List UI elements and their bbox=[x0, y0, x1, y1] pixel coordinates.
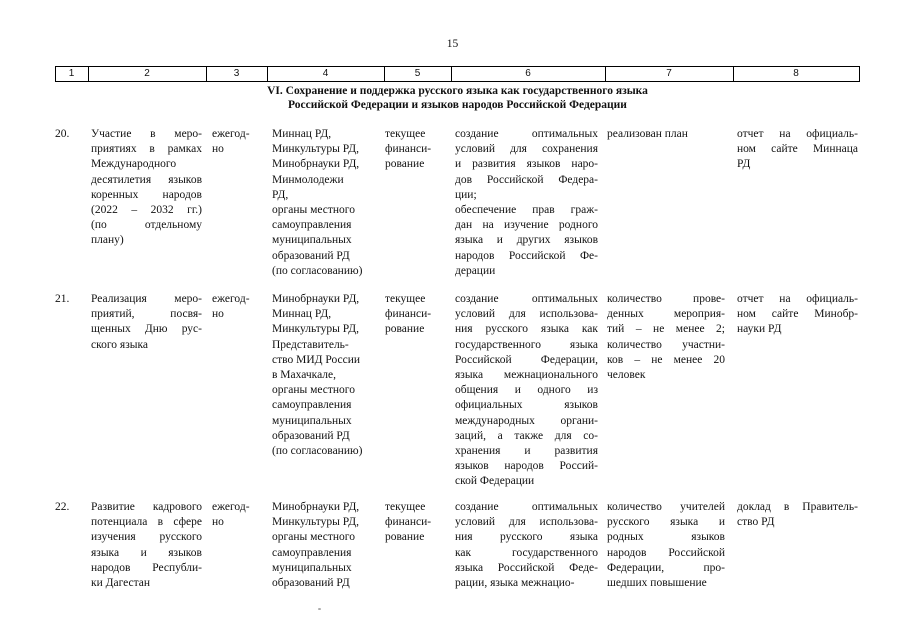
cell-line: Российской Федерации, bbox=[455, 353, 598, 366]
cell-line: тий – не менее 2; bbox=[607, 323, 725, 336]
cell-line: и развития языков наро- bbox=[455, 158, 598, 171]
cell-line: финанси- bbox=[385, 516, 432, 529]
cell-line: дов Российской Федера- bbox=[455, 173, 598, 186]
financing-cell bbox=[385, 127, 443, 173]
cell-line: заций, а также для со- bbox=[455, 429, 598, 442]
column-number: 2 bbox=[144, 68, 150, 79]
cell-line: языка и других языков bbox=[455, 234, 598, 247]
cell-line: органы местного bbox=[272, 531, 355, 544]
cell-line: языка межнационального bbox=[455, 369, 598, 382]
cell-line: Представитель- bbox=[272, 338, 349, 351]
goal-cell bbox=[455, 500, 598, 591]
cell-line: Миннац РД, bbox=[272, 128, 332, 140]
cell-line: ство РД bbox=[737, 516, 775, 529]
cell-line: отчет на официаль- bbox=[737, 293, 858, 305]
indicator-cell bbox=[607, 127, 725, 142]
cell-line: русского языка и bbox=[607, 516, 725, 529]
cell-line: Минкультуры РД, bbox=[272, 516, 359, 529]
cell-line: количество участни- bbox=[607, 338, 725, 351]
cell-line: приятий, посвя- bbox=[91, 308, 202, 321]
cell-line: языка Российской Феде- bbox=[455, 561, 598, 574]
cell-line: в Махачкале, bbox=[272, 369, 336, 382]
column-number: 7 bbox=[666, 68, 672, 79]
cell-line: муниципальных bbox=[272, 561, 352, 574]
cell-line: Минкультуры РД, bbox=[272, 323, 359, 336]
cell-line: текущее bbox=[385, 293, 426, 305]
executors-cell bbox=[272, 292, 380, 459]
cell-line: коренных народов bbox=[91, 188, 202, 201]
report-cell bbox=[737, 500, 858, 530]
cell-line: текущее bbox=[385, 128, 426, 140]
cell-line: человек bbox=[607, 369, 646, 382]
report-cell bbox=[737, 127, 858, 173]
cell-line: Международного bbox=[91, 158, 177, 171]
cell-line: ния русского языка bbox=[455, 531, 598, 544]
period-cell bbox=[212, 292, 260, 322]
cell-line: шедших повышение bbox=[607, 577, 707, 590]
cell-line: ния русского языка как bbox=[455, 323, 598, 336]
cell-line: финанси- bbox=[385, 308, 432, 321]
cell-line: дан на изучение родного bbox=[455, 219, 598, 232]
column-number: 3 bbox=[233, 68, 240, 79]
cell-line: ежегод- bbox=[212, 501, 250, 513]
cell-line: органы местного bbox=[272, 204, 355, 217]
event-name-cell bbox=[91, 292, 202, 353]
cell-line: государственного языка bbox=[455, 338, 598, 351]
cell-line: реализован план bbox=[607, 128, 688, 140]
cell-line: языка и языков bbox=[91, 546, 202, 559]
cell-line: денных мероприя- bbox=[607, 308, 725, 321]
cell-line: количество прове- bbox=[607, 293, 725, 305]
column-divider bbox=[859, 67, 860, 81]
section-title-line: Российской Федерации и языков народов Российской Федерации bbox=[288, 99, 627, 111]
cell-line: текущее bbox=[385, 501, 426, 513]
cell-line: 21. bbox=[55, 293, 70, 305]
cell-line: органы местного bbox=[272, 384, 355, 397]
cell-line: ки Дагестан bbox=[91, 577, 151, 590]
scan-speck bbox=[318, 608, 321, 610]
cell-line: ном сайте Минобр- bbox=[737, 308, 858, 321]
cell-line: образований РД bbox=[272, 577, 350, 590]
cell-line: РД, bbox=[272, 188, 289, 201]
cell-line: щенных Дню рус- bbox=[91, 323, 202, 336]
cell-line: создание оптимальных bbox=[455, 293, 598, 305]
row-number bbox=[55, 127, 73, 142]
cell-line: отчет на официаль- bbox=[737, 128, 858, 140]
cell-line: муниципальных bbox=[272, 234, 352, 247]
cell-line: народов Российской Фе- bbox=[455, 249, 598, 262]
column-number: 6 bbox=[525, 68, 531, 79]
cell-line: языков народов Россий- bbox=[455, 460, 598, 473]
cell-line: создание оптимальных bbox=[455, 128, 598, 140]
cell-line: количество учителей bbox=[607, 501, 725, 513]
cell-line: но bbox=[212, 308, 224, 321]
cell-line: создание оптимальных bbox=[455, 501, 598, 513]
cell-line: самоуправления bbox=[272, 399, 352, 412]
cell-line: Минобрнауки РД, bbox=[272, 293, 360, 305]
cell-line: условий для использова- bbox=[455, 516, 598, 529]
cell-line: 20. bbox=[55, 128, 70, 140]
report-cell bbox=[737, 292, 858, 338]
cell-line: Реализация меро- bbox=[91, 293, 202, 305]
cell-line: самоуправления bbox=[272, 219, 352, 232]
cell-line: десятилетия языков bbox=[91, 173, 202, 186]
page-number: 15 bbox=[446, 38, 459, 50]
financing-cell bbox=[385, 500, 443, 546]
cell-line: финанси- bbox=[385, 143, 432, 156]
row-number bbox=[55, 500, 73, 515]
event-name-cell bbox=[91, 500, 202, 591]
cell-line: народов Российской bbox=[607, 546, 725, 559]
executors-cell bbox=[272, 127, 380, 279]
indicator-cell bbox=[607, 292, 725, 383]
cell-line: родных языков bbox=[607, 531, 725, 544]
cell-line: обеспечение прав граж- bbox=[455, 204, 598, 217]
column-number: 4 bbox=[322, 68, 329, 79]
period-cell bbox=[212, 500, 260, 530]
cell-line: рации, языка межнацио- bbox=[455, 577, 575, 590]
cell-line: общения и одного из bbox=[455, 384, 598, 397]
period-cell bbox=[212, 127, 260, 157]
cell-line: Минобрнауки РД, bbox=[272, 501, 360, 513]
column-number: 1 bbox=[68, 68, 75, 79]
goal-cell bbox=[455, 127, 598, 279]
cell-line: рование bbox=[385, 323, 425, 336]
cell-line: РД bbox=[737, 158, 751, 171]
goal-cell bbox=[455, 292, 598, 490]
cell-line: муниципальных bbox=[272, 414, 352, 427]
cell-line: (по согласованию) bbox=[272, 264, 363, 277]
cell-line: 22. bbox=[55, 501, 70, 513]
section-title-line: VI. Сохранение и поддержка русского языка как государственного языка bbox=[267, 85, 648, 97]
cell-line: условий для использова- bbox=[455, 308, 598, 321]
cell-line: Минобрнауки РД, bbox=[272, 158, 360, 171]
cell-line: Минмолодежи bbox=[272, 173, 344, 186]
executors-cell bbox=[272, 500, 380, 591]
section-title bbox=[55, 84, 860, 112]
cell-line: но bbox=[212, 143, 224, 156]
cell-line: Участие в меро- bbox=[91, 128, 202, 140]
indicator-cell bbox=[607, 500, 725, 591]
cell-line: Федерации, про- bbox=[607, 561, 725, 574]
cell-line: рование bbox=[385, 158, 425, 171]
cell-line: народов Республи- bbox=[91, 561, 202, 574]
cell-line: ского языка bbox=[91, 338, 148, 351]
cell-line: Минкультуры РД, bbox=[272, 143, 359, 156]
row-number bbox=[55, 292, 73, 307]
cell-line: Миннац РД, bbox=[272, 308, 332, 321]
cell-line: но bbox=[212, 516, 224, 529]
cell-line: ции; bbox=[455, 188, 477, 201]
financing-cell bbox=[385, 292, 443, 338]
cell-line: ежегод- bbox=[212, 293, 250, 305]
cell-line: как государственного bbox=[455, 546, 598, 559]
cell-line: Развитие кадрового bbox=[91, 501, 202, 513]
cell-line: самоуправления bbox=[272, 546, 352, 559]
cell-line: доклад в Правитель- bbox=[737, 501, 858, 513]
cell-line: плану) bbox=[91, 234, 124, 247]
cell-line: дерации bbox=[455, 264, 496, 277]
cell-line: изучения русского bbox=[91, 531, 202, 544]
cell-line: ской Федерации bbox=[455, 475, 535, 488]
cell-line: рование bbox=[385, 531, 425, 544]
column-number-header bbox=[55, 66, 860, 82]
cell-line: (2022 – 2032 гг.) bbox=[91, 204, 202, 217]
cell-line: (по согласованию) bbox=[272, 445, 363, 458]
cell-line: потенциала в сфере bbox=[91, 516, 202, 529]
event-name-cell bbox=[91, 127, 202, 249]
cell-line: образований РД bbox=[272, 249, 350, 262]
cell-line: международных органи- bbox=[455, 414, 598, 427]
cell-line: ном сайте Миннаца bbox=[737, 143, 858, 156]
cell-line: ство МИД России bbox=[272, 353, 361, 366]
cell-line: приятиях в рамках bbox=[91, 143, 202, 156]
cell-line: ков – не менее 20 bbox=[607, 353, 725, 366]
cell-line: ежегод- bbox=[212, 128, 250, 140]
cell-line: (по отдельному bbox=[91, 219, 202, 232]
column-number: 5 bbox=[414, 68, 421, 79]
cell-line: науки РД bbox=[737, 323, 782, 336]
cell-line: образований РД bbox=[272, 429, 350, 442]
cell-line: условий для сохранения bbox=[455, 143, 598, 156]
cell-line: официальных языков bbox=[455, 399, 598, 412]
column-number: 8 bbox=[793, 68, 799, 79]
cell-line: хранения и развития bbox=[455, 445, 598, 458]
